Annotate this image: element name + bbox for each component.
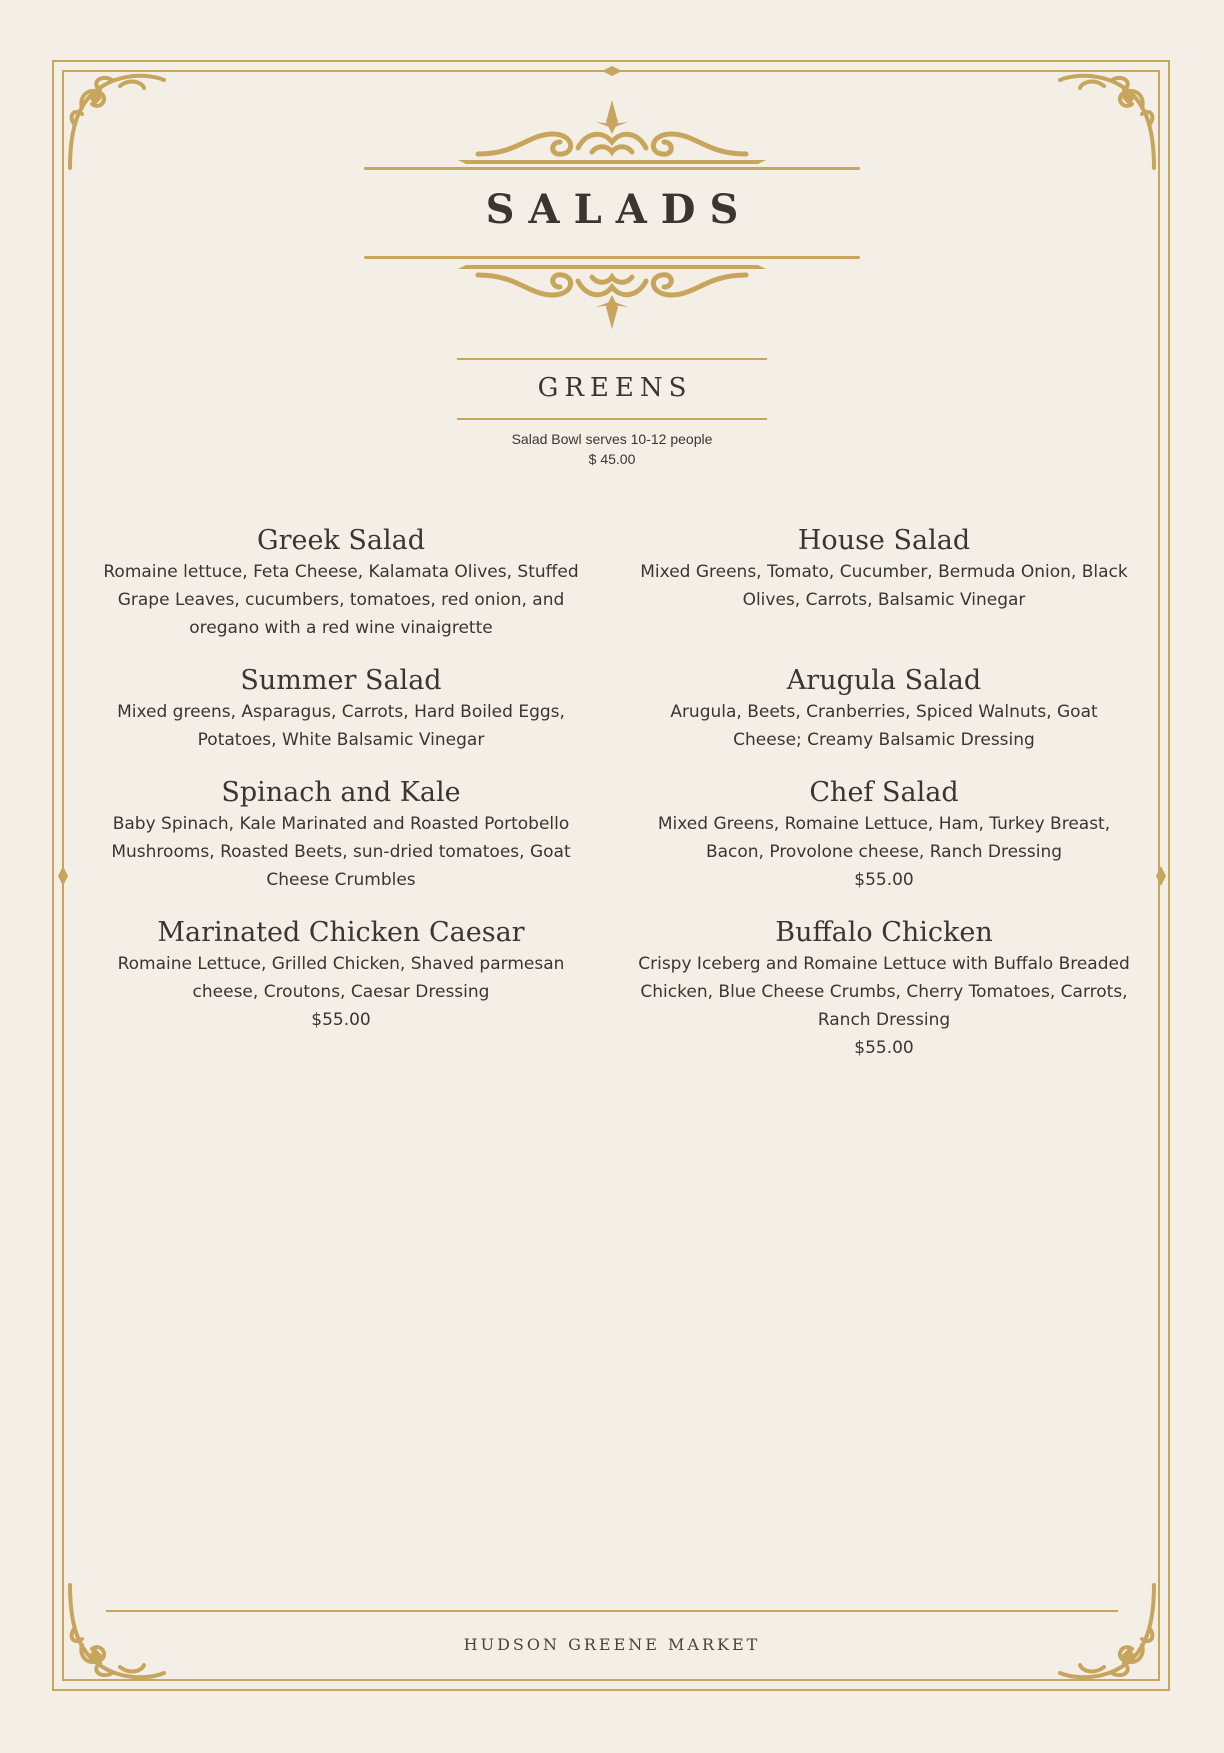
item-description: Mixed Greens, Tomato, Cucumber, Bermuda Onion, Black Olives, Carrots, Balsamic Vinegar [640,562,1128,610]
item-price: $55.00 [311,1010,371,1030]
item-description: Mixed Greens, Romaine Lettuce, Ham, Turkey Breast, Bacon, Provolone cheese, Ranch Dressing [657,814,1111,862]
item-name: Marinated Chicken Caesar [157,917,525,948]
menu-item-buffalo-chicken [634,916,1134,1062]
menu-item-summer-salad [91,664,591,754]
item-description: Baby Spinach, Kale Marinated and Roasted Portobello Mushrooms, Roasted Beets, sun-dried tomatoes, Goat Cheese Crumbles [111,814,571,890]
footer-rule [106,1610,1118,1612]
section-rule-bottom [457,418,767,420]
item-name: Greek Salad [257,525,425,556]
menu-item-greek-salad [91,524,591,642]
corner-flourish-icon [60,1575,170,1685]
corner-flourish-icon [60,68,170,178]
item-description: Arugula, Beets, Cranberries, Spiced Walnuts, Goat Cheese; Creamy Balsamic Dressing [670,702,1098,750]
corner-flourish-icon [1054,68,1164,178]
bottom-ornament-icon [458,255,766,335]
top-ornament-icon [458,94,766,174]
border-notch-icon [602,66,622,76]
menu-item-chicken-caesar [91,916,591,1034]
bowl-note: Salad Bowl serves 10-12 people [511,431,713,447]
bowl-price: $ 45.00 [588,451,636,467]
title-rule-top [364,167,860,170]
item-description: Crispy Iceberg and Romaine Lettuce with Buffalo Breaded Chicken, Blue Cheese Crumbs, Cherry Tomatoes, Carrots, Ranch Dressing [638,954,1130,1030]
item-price: $55.00 [854,870,914,890]
page-title: SALADS [485,186,753,233]
menu-item-house-salad [634,524,1134,614]
item-name: Spinach and Kale [221,777,461,808]
item-description: Romaine lettuce, Feta Cheese, Kalamata Olives, Stuffed Grape Leaves, cucumbers, tomatoes, red onion, and oregano with a red wine vinaigrette [103,562,579,638]
item-description: Romaine Lettuce, Grilled Chicken, Shaved parmesan cheese, Croutons, Caesar Dressing [117,954,565,1002]
item-name: Chef Salad [809,777,959,808]
border-notch-icon [58,866,68,886]
menu-item-spinach-kale [91,776,591,894]
item-description: Mixed greens, Asparagus, Carrots, Hard Boiled Eggs, Potatoes, White Balsamic Vinegar [117,702,565,750]
item-name: Arugula Salad [786,665,982,696]
item-name: Summer Salad [240,665,442,696]
item-name: Buffalo Chicken [775,917,993,948]
footer-text: HUDSON GREENE MARKET [463,1635,761,1654]
border-notch-icon [1156,866,1166,886]
corner-flourish-icon [1054,1575,1164,1685]
menu-item-arugula-salad [634,664,1134,754]
item-name: House Salad [797,525,971,556]
section-title: GREENS [537,373,693,403]
section-rule-top [457,358,767,360]
menu-item-chef-salad [634,776,1134,894]
item-price: $55.00 [854,1038,914,1058]
